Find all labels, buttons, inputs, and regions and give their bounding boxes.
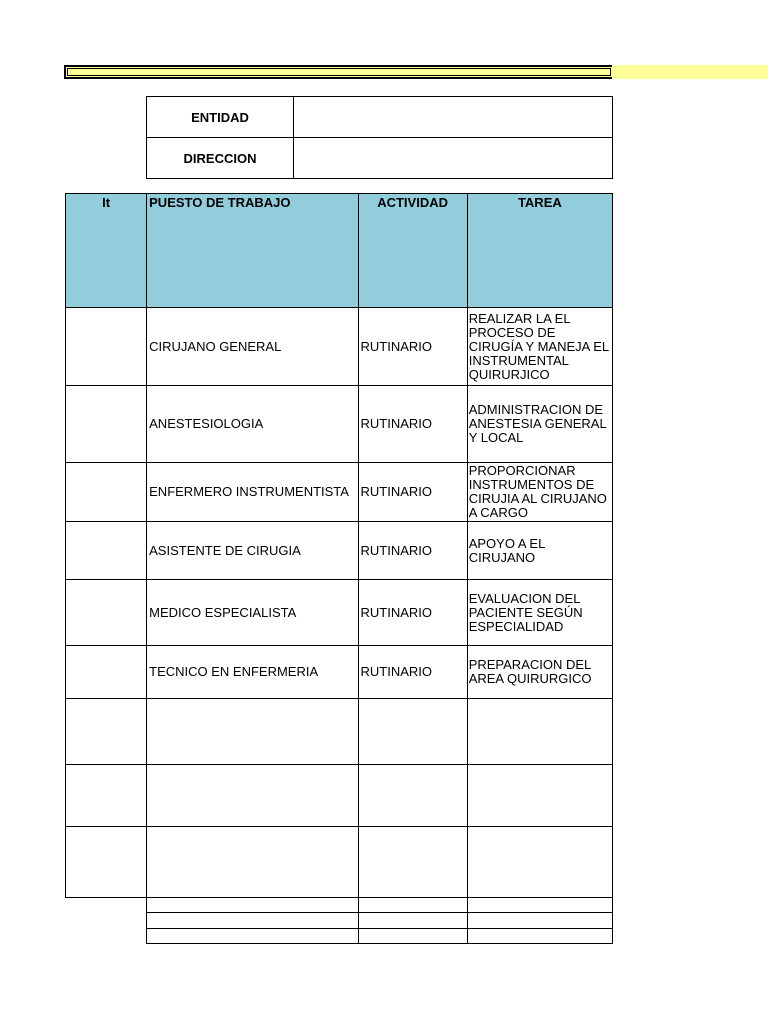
puesto-cell[interactable] <box>147 827 358 898</box>
puesto-cell[interactable]: ENFERMERO INSTRUMENTISTA <box>147 463 358 522</box>
entidad-value[interactable] <box>294 97 613 138</box>
direccion-label: DIRECCION <box>147 138 294 179</box>
table-row <box>66 765 613 827</box>
entidad-row <box>147 97 613 138</box>
puesto-cell[interactable]: CIRUJANO GENERAL <box>147 308 358 386</box>
table-row <box>66 646 613 699</box>
actividad-cell[interactable]: RUTINARIO <box>358 463 467 522</box>
tarea-cell[interactable]: EVALUACION DEL PACIENTE SEGÚN ESPECIALIDAD <box>467 580 612 646</box>
title-bar <box>64 65 612 79</box>
it-cell[interactable] <box>66 386 147 463</box>
tarea-cell[interactable] <box>467 827 612 898</box>
tarea-cell[interactable]: REALIZAR LA EL PROCESO DE CIRUGÍA Y MANEJA EL INSTRUMENTAL QUIRURJICO <box>467 308 612 386</box>
actividad-cell[interactable] <box>358 913 467 929</box>
table-row <box>66 580 613 646</box>
table-row <box>66 699 613 765</box>
it-cell[interactable] <box>66 646 147 699</box>
tarea-cell[interactable]: PREPARACION DEL AREA QUIRURGICO <box>467 646 612 699</box>
puesto-cell[interactable] <box>147 699 358 765</box>
header-row <box>66 194 613 308</box>
actividad-cell[interactable] <box>358 827 467 898</box>
actividad-cell[interactable] <box>358 765 467 827</box>
it-cell[interactable] <box>66 463 147 522</box>
actividad-cell[interactable] <box>358 898 467 913</box>
header-tarea: TAREA <box>467 194 612 308</box>
puesto-cell[interactable]: ANESTESIOLOGIA <box>147 386 358 463</box>
table-row <box>66 308 613 386</box>
table-row <box>66 827 613 898</box>
table-row <box>66 522 613 580</box>
actividad-cell[interactable]: RUTINARIO <box>358 522 467 580</box>
puesto-cell[interactable] <box>147 929 358 944</box>
it-cell <box>66 929 147 944</box>
title-bar-extension <box>612 65 768 79</box>
tarea-cell[interactable]: ADMINISTRACION DE ANESTESIA GENERAL Y LOCAL <box>467 386 612 463</box>
direccion-row <box>147 138 613 179</box>
puesto-cell[interactable] <box>147 913 358 929</box>
it-cell[interactable] <box>66 308 147 386</box>
it-cell <box>66 898 147 913</box>
it-cell[interactable] <box>66 580 147 646</box>
tarea-cell[interactable] <box>467 913 612 929</box>
actividad-cell[interactable] <box>358 699 467 765</box>
tarea-cell[interactable] <box>467 898 612 913</box>
puesto-cell[interactable]: MEDICO ESPECIALISTA <box>147 580 358 646</box>
header-it: It <box>66 194 147 308</box>
it-cell[interactable] <box>66 765 147 827</box>
actividad-cell[interactable]: RUTINARIO <box>358 646 467 699</box>
main-table <box>65 193 613 944</box>
table-row <box>66 386 613 463</box>
puesto-cell[interactable] <box>147 765 358 827</box>
tarea-cell[interactable]: PROPORCIONAR INSTRUMENTOS DE CIRUJIA AL CIRUJANO A CARGO <box>467 463 612 522</box>
tarea-cell[interactable] <box>467 699 612 765</box>
actividad-cell[interactable]: RUTINARIO <box>358 308 467 386</box>
header-actividad: ACTIVIDAD <box>358 194 467 308</box>
table-row <box>66 929 613 944</box>
tarea-cell[interactable] <box>467 765 612 827</box>
puesto-cell[interactable]: ASISTENTE DE CIRUGIA <box>147 522 358 580</box>
info-table <box>146 96 613 179</box>
tarea-cell[interactable]: APOYO A EL CIRUJANO <box>467 522 612 580</box>
table-row <box>66 898 613 913</box>
actividad-cell[interactable] <box>358 929 467 944</box>
it-cell <box>66 913 147 929</box>
table-row <box>66 913 613 929</box>
actividad-cell[interactable]: RUTINARIO <box>358 386 467 463</box>
direccion-value[interactable] <box>294 138 613 179</box>
it-cell[interactable] <box>66 699 147 765</box>
puesto-cell[interactable]: TECNICO EN ENFERMERIA <box>147 646 358 699</box>
puesto-cell[interactable] <box>147 898 358 913</box>
table-row <box>66 463 613 522</box>
entidad-label: ENTIDAD <box>147 97 294 138</box>
it-cell[interactable] <box>66 827 147 898</box>
it-cell[interactable] <box>66 522 147 580</box>
header-puesto: PUESTO DE TRABAJO <box>147 194 358 308</box>
actividad-cell[interactable]: RUTINARIO <box>358 580 467 646</box>
tarea-cell[interactable] <box>467 929 612 944</box>
